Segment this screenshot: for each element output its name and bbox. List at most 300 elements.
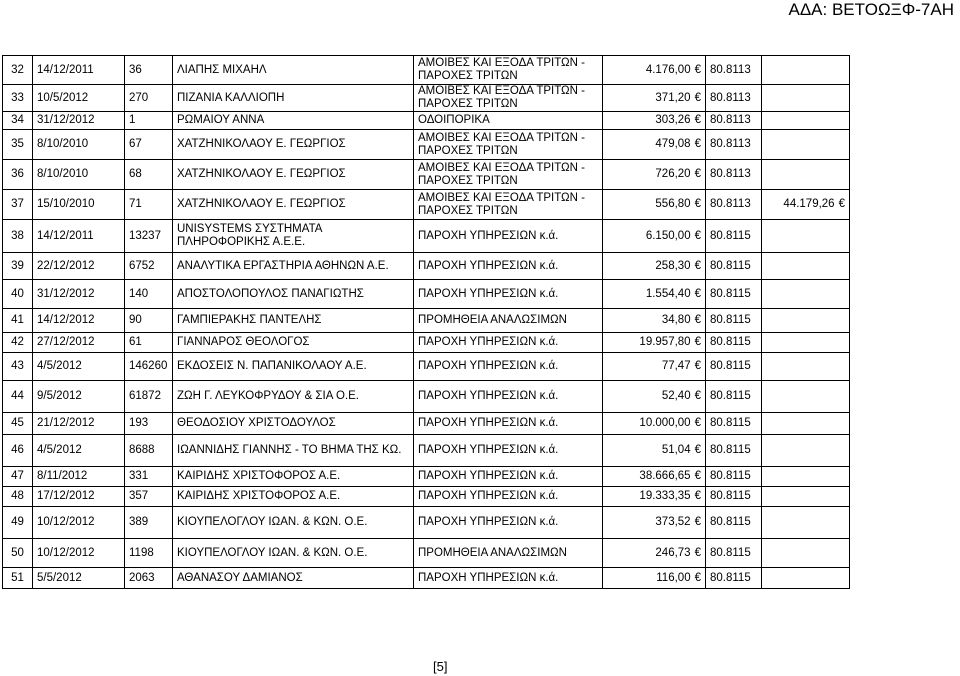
row-date-text: 17/12/2012: [37, 490, 95, 502]
row-date: [33, 160, 125, 190]
row-beneficiary: [173, 160, 414, 190]
row-date-text: 10/12/2012: [37, 516, 95, 528]
row-number: [3, 190, 33, 220]
row-date-text: 8/10/2010: [37, 168, 89, 180]
row-beneficiary-text: ΡΩΜΑΙΟΥ ΑΝΝΑ: [177, 114, 265, 126]
row-number-text: 35: [11, 138, 24, 150]
row-description: [414, 353, 603, 381]
row-beneficiary-text: ΑΘΑΝΑΣΟΥ ΔΑΜΙΑΝΟΣ: [177, 571, 303, 584]
row-amount: [603, 333, 706, 353]
row-description-text: ΠΑΡΟΧΗ ΥΠΗΡΕΣΙΩΝ κ.ά.: [418, 417, 559, 429]
table-row: [3, 487, 850, 507]
row-account-code-text: 80.8115: [710, 259, 751, 272]
row-amount-text: 1.554,40: [645, 287, 691, 300]
row-beneficiary-text: ΧΑΤΖΗΝΙΚΟΛΑΟΥ Ε. ΓΕΩΡΓΙΟΣ: [177, 138, 346, 150]
row-doc-number: [125, 539, 173, 568]
row-beneficiary-text: ΛΙΑΠΗΣ ΜΙΧΑΗΛ: [177, 63, 267, 76]
row-description-text: ΑΜΟΙΒΕΣ ΚΑΙ ΕΞΟΔΑ ΤΡΙΤΩΝ - ΠΑΡΟΧΕΣ ΤΡΙΤΩΝ: [418, 161, 585, 187]
row-beneficiary-text: ΓΑΜΠΙΕΡΑΚΗΣ ΠΑΝΤΕΛΗΣ: [177, 314, 322, 326]
table-row: [3, 435, 850, 467]
row-doc-number-text: 67: [129, 138, 142, 150]
row-account-code: [706, 190, 762, 220]
row-description-text: ΠΑΡΟΧΗ ΥΠΗΡΕΣΙΩΝ κ.ά.: [418, 390, 559, 402]
row-beneficiary-text: ΓΙΑΝΝΑΡΟΣ ΘΕΟΛΟΓΟΣ: [177, 336, 310, 348]
row-amount: [603, 280, 706, 309]
row-amount-text: 19.333,35: [639, 490, 691, 502]
euro-symbol: €: [694, 63, 701, 76]
row-number: [3, 487, 33, 507]
row-description: [414, 435, 603, 467]
row-total: [762, 568, 850, 589]
table-row: [3, 220, 850, 253]
row-beneficiary-text: ΠΙΖΑΝΙΑ ΚΑΛΛΙΟΠΗ: [177, 91, 285, 104]
row-doc-number: [125, 333, 173, 353]
row-account-code: [706, 507, 762, 539]
euro-symbol: €: [694, 138, 701, 150]
row-beneficiary: [173, 85, 414, 112]
row-total: [762, 507, 850, 539]
row-description-text: ΠΑΡΟΧΗ ΥΠΗΡΕΣΙΩΝ κ.ά.: [418, 470, 559, 482]
row-beneficiary-text: UNISYSTEMS ΣΥΣΤΗΜΑΤΑ ΠΛΗΡΟΦΟΡΙΚΗΣ Α.Ε.Ε.: [177, 223, 322, 248]
row-beneficiary-text: ΙΩΑΝΝΙΔΗΣ ΓΙΑΝΝΗΣ - ΤΟ ΒΗΜΑ ΤΗΣ ΚΩ.: [177, 444, 402, 456]
row-beneficiary-text: ΕΚΔΟΣΕΙΣ Ν. ΠΑΠΑΝΙΚΟΛΑΟΥ Α.Ε.: [177, 360, 367, 372]
euro-symbol: €: [694, 314, 701, 326]
row-description-text: ΠΑΡΟΧΗ ΥΠΗΡΕΣΙΩΝ κ.ά.: [418, 259, 559, 272]
euro-symbol: €: [694, 114, 701, 126]
row-total: [762, 112, 850, 130]
row-beneficiary-text: ΧΑΤΖΗΝΙΚΟΛΑΟΥ Ε. ΓΕΩΡΓΙΟΣ: [177, 168, 346, 180]
row-amount: [603, 56, 706, 85]
row-account-code-text: 80.8115: [710, 360, 751, 372]
row-amount: [603, 353, 706, 381]
row-description: [414, 160, 603, 190]
row-date: [33, 190, 125, 220]
row-account-code-text: 80.8113: [710, 138, 751, 150]
row-account-code: [706, 333, 762, 353]
euro-symbol: €: [694, 336, 701, 348]
row-amount-text: 373,52: [655, 516, 691, 528]
row-doc-number: [125, 112, 173, 130]
row-total: [762, 280, 850, 309]
row-account-code-text: 80.8113: [710, 63, 751, 76]
row-doc-number: [125, 435, 173, 467]
table-row: [3, 56, 850, 85]
euro-symbol: €: [694, 229, 701, 242]
euro-symbol: €: [694, 360, 701, 372]
euro-symbol: €: [694, 444, 701, 456]
row-amount: [603, 112, 706, 130]
row-total: [762, 539, 850, 568]
row-date-text: 31/12/2012: [37, 287, 95, 300]
row-account-code: [706, 353, 762, 381]
row-doc-number-text: 6752: [129, 259, 155, 272]
row-description-text: ΑΜΟΙΒΕΣ ΚΑΙ ΕΞΟΔΑ ΤΡΙΤΩΝ - ΠΑΡΟΧΕΣ ΤΡΙΤΩΝ: [418, 85, 585, 110]
row-beneficiary-text: ΚΙΟΥΠΕΛΟΓΛΟΥ ΙΩΑΝ. & ΚΩΝ. Ο.Ε.: [177, 546, 368, 559]
row-amount-text: 116,00: [656, 571, 691, 584]
row-account-code-text: 80.8115: [710, 390, 751, 402]
table-row: [3, 507, 850, 539]
row-amount-text: 6.150,00: [645, 229, 691, 242]
row-number-text: 45: [11, 417, 24, 429]
row-doc-number: [125, 280, 173, 309]
row-total: [762, 353, 850, 381]
row-beneficiary-text: ΚΑΙΡΙΔΗΣ ΧΡΙΣΤΟΦΟΡΟΣ Α.Ε.: [177, 470, 341, 482]
row-description-text: ΠΡΟΜΗΘΕΙΑ ΑΝΑΛΩΣΙΜΩΝ: [418, 546, 567, 559]
table-row: [3, 539, 850, 568]
row-description-text: ΑΜΟΙΒΕΣ ΚΑΙ ΕΞΟΔΑ ΤΡΙΤΩΝ - ΠΑΡΟΧΕΣ ΤΡΙΤΩΝ: [418, 131, 585, 157]
row-amount: [603, 568, 706, 589]
row-amount: [603, 190, 706, 220]
row-description: [414, 112, 603, 130]
row-amount-text: 479,08: [655, 138, 691, 150]
row-account-code-text: 80.8115: [710, 490, 751, 502]
row-description: [414, 333, 603, 353]
row-doc-number-text: 140: [129, 287, 149, 300]
row-doc-number-text: 2063: [129, 571, 155, 584]
table-row: [3, 130, 850, 160]
row-amount: [603, 85, 706, 112]
row-description-text: ΠΑΡΟΧΗ ΥΠΗΡΕΣΙΩΝ κ.ά.: [418, 360, 559, 372]
row-beneficiary: [173, 539, 414, 568]
row-date-text: 27/12/2012: [37, 336, 95, 348]
table-row: [3, 160, 850, 190]
row-amount: [603, 130, 706, 160]
row-number: [3, 85, 33, 112]
row-description: [414, 220, 603, 253]
row-number: [3, 507, 33, 539]
row-amount: [603, 381, 706, 413]
row-doc-number: [125, 381, 173, 413]
row-total: [762, 130, 850, 160]
row-amount-text: 52,40: [661, 390, 691, 402]
row-beneficiary: [173, 280, 414, 309]
row-doc-number-text: 68: [129, 168, 142, 180]
row-doc-number: [125, 568, 173, 589]
row-total: [762, 381, 850, 413]
row-amount-text: 726,20: [655, 168, 691, 180]
row-doc-number-text: 36: [129, 63, 142, 76]
row-amount-text: 77,47: [661, 360, 691, 372]
row-date: [33, 467, 125, 487]
row-doc-number-text: 1: [129, 114, 136, 126]
row-doc-number-text: 90: [129, 314, 142, 326]
row-date-text: 31/12/2012: [37, 114, 95, 126]
row-account-code: [706, 487, 762, 507]
table-row: [3, 568, 850, 589]
row-account-code: [706, 130, 762, 160]
row-amount: [603, 160, 706, 190]
row-description: [414, 381, 603, 413]
row-description-text: ΟΔΟΙΠΟΡΙΚΑ: [418, 114, 490, 126]
row-account-code: [706, 56, 762, 85]
row-doc-number: [125, 220, 173, 253]
row-number-text: 42: [11, 336, 24, 348]
row-number-text: 43: [11, 360, 24, 372]
row-doc-number-text: 61872: [129, 390, 161, 402]
euro-symbol: €: [694, 168, 701, 180]
row-total: [762, 190, 850, 220]
row-account-code-text: 80.8115: [710, 516, 751, 528]
row-doc-number: [125, 56, 173, 85]
row-beneficiary-text: ΖΩΗ Γ. ΛΕΥΚΟΦΡΥΔΟΥ & ΣΙΑ Ο.Ε.: [177, 390, 359, 402]
row-amount-text: 10.000,00: [639, 417, 691, 429]
row-description: [414, 85, 603, 112]
row-amount: [603, 539, 706, 568]
row-description-text: ΠΑΡΟΧΗ ΥΠΗΡΕΣΙΩΝ κ.ά.: [418, 516, 559, 528]
euro-symbol: €: [694, 571, 701, 584]
row-date-text: 5/5/2012: [37, 571, 82, 584]
euro-symbol: €: [694, 259, 701, 272]
euro-symbol: €: [694, 91, 701, 104]
row-total: [762, 160, 850, 190]
table-row: [3, 85, 850, 112]
row-description-text: ΠΑΡΟΧΗ ΥΠΗΡΕΣΙΩΝ κ.ά.: [418, 490, 559, 502]
row-beneficiary: [173, 467, 414, 487]
row-description: [414, 190, 603, 220]
table-row: [3, 381, 850, 413]
row-date-text: 4/5/2012: [37, 360, 82, 372]
row-amount-text: 4.176,00: [645, 63, 691, 76]
row-beneficiary: [173, 220, 414, 253]
row-total: [762, 413, 850, 435]
row-number: [3, 381, 33, 413]
row-amount: [603, 309, 706, 333]
row-doc-number-text: 331: [129, 470, 149, 482]
row-date-text: 10/5/2012: [37, 91, 89, 104]
row-doc-number: [125, 353, 173, 381]
row-amount-text: 303,26: [655, 114, 691, 126]
row-description-text: ΠΡΟΜΗΘΕΙΑ ΑΝΑΛΩΣΙΜΩΝ: [418, 314, 567, 326]
table-row: [3, 112, 850, 130]
row-description-text: ΠΑΡΟΧΗ ΥΠΗΡΕΣΙΩΝ κ.ά.: [418, 571, 559, 584]
row-number: [3, 112, 33, 130]
row-date-text: 10/12/2012: [37, 546, 95, 559]
row-date: [33, 130, 125, 160]
row-account-code: [706, 220, 762, 253]
row-date-text: 8/10/2010: [37, 138, 89, 150]
row-beneficiary-text: ΚΑΙΡΙΔΗΣ ΧΡΙΣΤΟΦΟΡΟΣ Α.Ε.: [177, 490, 341, 502]
row-doc-number-text: 146260: [129, 360, 168, 372]
row-beneficiary-text: ΑΠΟΣΤΟΛΟΠΟΥΛΟΣ ΠΑΝΑΓΙΩΤΗΣ: [177, 287, 364, 300]
row-number: [3, 220, 33, 253]
euro-symbol: €: [694, 546, 701, 559]
row-doc-number-text: 8688: [129, 444, 155, 456]
row-beneficiary: [173, 568, 414, 589]
row-description-text: ΠΑΡΟΧΗ ΥΠΗΡΕΣΙΩΝ κ.ά.: [418, 287, 559, 300]
row-amount: [603, 413, 706, 435]
row-account-code-text: 80.8115: [710, 417, 751, 429]
row-description-text: ΠΑΡΟΧΗ ΥΠΗΡΕΣΙΩΝ κ.ά.: [418, 229, 559, 242]
row-total: [762, 56, 850, 85]
row-doc-number: [125, 85, 173, 112]
table-row: [3, 253, 850, 280]
row-number-text: 47: [11, 470, 24, 482]
row-description-text: ΠΑΡΟΧΗ ΥΠΗΡΕΣΙΩΝ κ.ά.: [418, 336, 559, 348]
row-account-code: [706, 85, 762, 112]
row-amount-text: 51,04: [661, 444, 691, 456]
row-description: [414, 487, 603, 507]
row-beneficiary: [173, 190, 414, 220]
row-date-text: 9/5/2012: [37, 390, 82, 402]
row-doc-number-text: 193: [129, 417, 149, 429]
row-date: [33, 253, 125, 280]
row-number-text: 50: [11, 546, 24, 559]
row-date: [33, 85, 125, 112]
row-number: [3, 160, 33, 190]
row-account-code: [706, 568, 762, 589]
table-row: [3, 413, 850, 435]
row-total-text: 44.179,26: [783, 198, 835, 210]
table-row: [3, 309, 850, 333]
row-number-text: 39: [11, 259, 24, 272]
ada-header: ΑΔΑ: ΒΕΤΟΩΞΦ-7ΑΗ: [788, 0, 954, 19]
row-description-text: ΠΑΡΟΧΗ ΥΠΗΡΕΣΙΩΝ κ.ά.: [418, 444, 559, 456]
row-account-code: [706, 467, 762, 487]
row-number-text: 49: [11, 516, 24, 528]
row-amount: [603, 487, 706, 507]
row-number-text: 41: [11, 314, 24, 326]
row-amount-text: 258,30: [655, 259, 691, 272]
row-date-text: 14/12/2011: [37, 63, 94, 76]
row-description: [414, 568, 603, 589]
row-beneficiary: [173, 309, 414, 333]
row-total: [762, 333, 850, 353]
row-description-text: ΑΜΟΙΒΕΣ ΚΑΙ ΕΞΟΔΑ ΤΡΙΤΩΝ - ΠΑΡΟΧΕΣ ΤΡΙΤΩΝ: [418, 191, 585, 217]
row-number: [3, 253, 33, 280]
row-total: [762, 487, 850, 507]
row-amount-text: 556,80: [655, 198, 691, 210]
row-account-code: [706, 381, 762, 413]
row-description: [414, 539, 603, 568]
page-number: [5]: [433, 659, 448, 674]
row-beneficiary: [173, 56, 414, 85]
row-doc-number-text: 71: [129, 198, 142, 210]
row-number-text: 40: [11, 287, 24, 300]
row-doc-number-text: 389: [129, 516, 149, 528]
euro-symbol: €: [694, 287, 701, 300]
row-amount-text: 38.666,65: [639, 470, 691, 482]
row-doc-number-text: 13237: [129, 229, 161, 242]
row-beneficiary: [173, 435, 414, 467]
row-account-code-text: 80.8113: [710, 198, 751, 210]
row-date-text: 8/11/2012: [37, 470, 88, 482]
row-number: [3, 130, 33, 160]
row-number-text: 46: [11, 444, 24, 456]
row-doc-number-text: 270: [129, 91, 149, 104]
row-beneficiary: [173, 507, 414, 539]
row-number-text: 48: [11, 490, 24, 502]
row-account-code-text: 80.8115: [710, 314, 751, 326]
row-doc-number: [125, 467, 173, 487]
row-beneficiary: [173, 130, 414, 160]
row-account-code: [706, 413, 762, 435]
row-beneficiary: [173, 253, 414, 280]
row-account-code-text: 80.8115: [710, 546, 751, 559]
row-date: [33, 353, 125, 381]
row-total: [762, 85, 850, 112]
row-date-text: 22/12/2012: [37, 259, 95, 272]
row-date: [33, 413, 125, 435]
euro-symbol: €: [694, 490, 701, 502]
table-row: [3, 333, 850, 353]
euro-symbol: €: [694, 516, 701, 528]
row-number: [3, 333, 33, 353]
row-description: [414, 130, 603, 160]
row-account-code: [706, 435, 762, 467]
row-number-text: 32: [11, 63, 24, 76]
row-amount-text: 19.957,80: [639, 336, 691, 348]
row-beneficiary: [173, 487, 414, 507]
row-number: [3, 309, 33, 333]
row-doc-number: [125, 507, 173, 539]
row-account-code: [706, 309, 762, 333]
row-date-text: 4/5/2012: [37, 444, 82, 456]
row-date: [33, 568, 125, 589]
row-doc-number-text: 357: [129, 490, 149, 502]
row-description: [414, 413, 603, 435]
row-account-code: [706, 160, 762, 190]
euro-symbol: €: [838, 198, 845, 210]
row-description: [414, 507, 603, 539]
row-description: [414, 280, 603, 309]
row-date-text: 14/12/2012: [37, 314, 95, 326]
row-beneficiary: [173, 353, 414, 381]
row-date: [33, 112, 125, 130]
row-total: [762, 435, 850, 467]
row-description: [414, 253, 603, 280]
row-number: [3, 413, 33, 435]
row-doc-number-text: 1198: [129, 546, 154, 559]
row-total: [762, 467, 850, 487]
row-number: [3, 56, 33, 85]
row-date-text: 21/12/2012: [37, 417, 95, 429]
row-number-text: 37: [11, 198, 24, 210]
row-date: [33, 280, 125, 309]
row-beneficiary-text: ΘΕΟΔΟΣΙΟΥ ΧΡΙΣΤΟΔΟΥΛΟΣ: [177, 417, 336, 429]
row-total: [762, 309, 850, 333]
row-number-text: 51: [11, 571, 24, 584]
row-account-code: [706, 280, 762, 309]
row-number: [3, 353, 33, 381]
row-beneficiary: [173, 333, 414, 353]
row-doc-number: [125, 253, 173, 280]
table-row: [3, 353, 850, 381]
row-date: [33, 487, 125, 507]
row-amount: [603, 253, 706, 280]
table-row: [3, 467, 850, 487]
table-row: [3, 190, 850, 220]
table-row: [3, 280, 850, 309]
row-amount: [603, 220, 706, 253]
row-number: [3, 467, 33, 487]
row-description-text: ΑΜΟΙΒΕΣ ΚΑΙ ΕΞΟΔΑ ΤΡΙΤΩΝ - ΠΑΡΟΧΕΣ ΤΡΙΤΩΝ: [418, 57, 585, 82]
row-doc-number: [125, 487, 173, 507]
row-number-text: 36: [11, 168, 24, 180]
row-date: [33, 507, 125, 539]
row-account-code-text: 80.8115: [710, 287, 751, 300]
row-description: [414, 309, 603, 333]
row-account-code-text: 80.8113: [710, 91, 751, 104]
row-date: [33, 220, 125, 253]
euro-symbol: €: [694, 417, 701, 429]
row-number-text: 34: [11, 114, 24, 126]
row-number: [3, 435, 33, 467]
row-date: [33, 333, 125, 353]
row-date: [33, 539, 125, 568]
row-beneficiary-text: ΑΝΑΛΥΤΙΚΑ ΕΡΓΑΣΤΗΡΙΑ ΑΘΗΝΩΝ Α.Ε.: [177, 259, 389, 272]
row-amount: [603, 507, 706, 539]
row-account-code: [706, 112, 762, 130]
